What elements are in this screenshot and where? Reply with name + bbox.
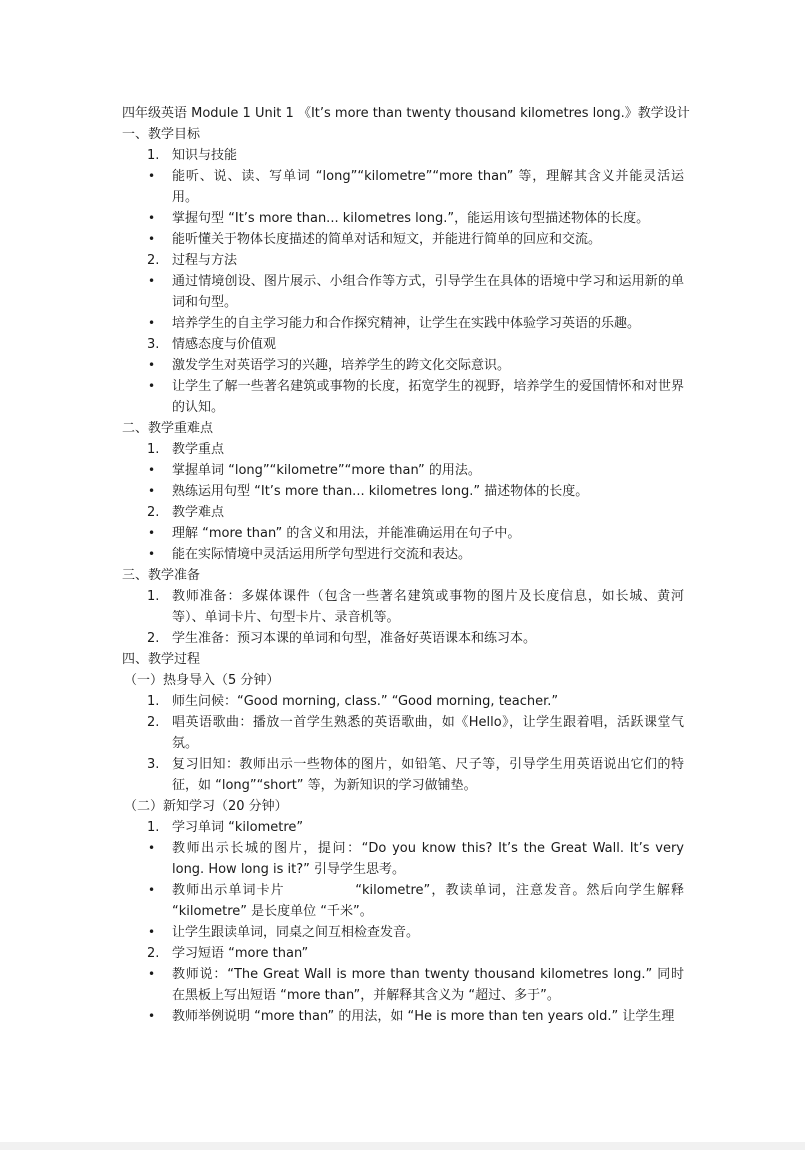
bullet-item (122, 376, 684, 418)
bullet-marker: • (148, 274, 156, 288)
item-text: 培养学生的自主学习能力和合作探究精神，让学生在实践中体验学习英语的乐趣。 (172, 316, 641, 331)
bullet-marker: • (148, 358, 156, 372)
item-text: 教师说：“The Great Wall is more than twenty thousand kilometres long.” 同时在黑板上写出短语 “more than”，并解释其含义为 “超过、多于”。 (172, 967, 684, 1003)
item-text: 教师准备：多媒体课件（包含一些著名建筑或事物的图片及长度信息，如长城、黄河等）、单词卡片、句型卡片、录音机等。 (172, 589, 684, 625)
item-text: 通过情境创设、图片展示、小组合作等方式，引导学生在具体的语境中学习和运用新的单词和句型。 (172, 274, 684, 310)
bullet-marker: • (148, 967, 156, 981)
bullet-item (122, 838, 684, 880)
item-text: 教师出示单词卡片 “kilometre”，教读单词，注意发音。然后向学生解释 “kilometre” 是长度单位 “千米”。 (172, 883, 684, 919)
item-text: 教师举例说明 “more than” 的用法，如 “He is more than ten years old.” 让学生理 (172, 1009, 675, 1024)
bullet-marker: • (148, 883, 156, 897)
item-text: 能在实际情境中灵活运用所学句型进行交流和表达。 (172, 547, 472, 562)
bullet-item (122, 481, 684, 502)
section-heading: 三、教学准备 (122, 568, 201, 583)
item-text: 激发学生对英语学习的兴趣，培养学生的跨文化交际意识。 (172, 358, 511, 373)
item-text: 教师出示长城的图片，提问：“Do you know this? It’s the Great Wall. It’s very long. How long is it?” 引导学生思考。 (172, 841, 684, 877)
item-text: 能听懂关于物体长度描述的简单对话和短文，并能进行简单的回应和交流。 (172, 232, 602, 247)
section-heading: 一、教学目标 (122, 127, 201, 142)
subsection-heading: （一）热身导入（5 分钟） (124, 673, 280, 688)
numbered-item (122, 754, 684, 796)
bullet-marker: • (148, 379, 156, 393)
item-text: 情感态度与价值观 (172, 337, 277, 352)
list-number: 1. (147, 148, 160, 163)
item-text: 师生问候：“Good morning, class.” “Good morning, teacher.” (172, 694, 559, 709)
list-number: 2. (147, 631, 160, 646)
item-text: 熟练运用句型 “It’s more than... kilometres long.” 描述物体的长度。 (172, 484, 589, 499)
numbered-item (122, 439, 684, 460)
item-text: 知识与技能 (172, 148, 238, 163)
bullet-marker: • (148, 169, 156, 183)
item-text: 学习单词 “kilometre” (172, 820, 304, 835)
numbered-item (122, 502, 684, 523)
numbered-item (122, 943, 684, 964)
numbered-item (122, 586, 684, 628)
bullet-marker: • (148, 925, 156, 939)
bullet-marker: • (148, 211, 156, 225)
bullet-item (122, 1006, 684, 1027)
bullet-item (122, 523, 684, 544)
list-number: 2. (147, 946, 160, 961)
item-text: 学生准备：预习本课的单词和句型，准备好英语课本和练习本。 (172, 631, 537, 646)
list-number: 1. (147, 820, 160, 835)
bullet-item (122, 208, 684, 229)
item-text: 复习旧知：教师出示一些物体的图片，如铅笔、尺子等，引导学生用英语说出它们的特征，如 “long”“short” 等，为新知识的学习做铺垫。 (172, 757, 684, 793)
item-text: 过程与方法 (172, 253, 238, 268)
list-number: 1. (147, 589, 160, 604)
numbered-item (122, 712, 684, 754)
numbered-item (122, 628, 684, 649)
item-text: 让学生跟读单词，同桌之间互相检查发音。 (172, 925, 420, 940)
item-text: 让学生了解一些著名建筑或事物的长度，拓宽学生的视野，培养学生的爱国情怀和对世界的认知。 (172, 379, 684, 415)
subsection-heading: （二）新知学习（20 分钟） (124, 799, 288, 814)
section-heading: 四、教学过程 (122, 652, 201, 667)
item-text: 唱英语歌曲：播放一首学生熟悉的英语歌曲，如《Hello》，让学生跟着唱，活跃课堂气氛。 (172, 715, 684, 751)
list-number: 1. (147, 694, 160, 709)
numbered-item (122, 691, 684, 712)
list-number: 2. (147, 253, 160, 268)
bullet-item (122, 271, 684, 313)
section-heading: 二、教学重难点 (122, 421, 214, 436)
bullet-item (122, 964, 684, 1006)
item-text: 能听、说、读、写单词 “long”“kilometre”“more than” 等，理解其含义并能灵活运用。 (172, 169, 684, 205)
bullet-marker: • (148, 526, 156, 540)
list-number: 2. (147, 505, 160, 520)
bullet-marker: • (148, 463, 156, 477)
bullet-item (122, 355, 684, 376)
bullet-item (122, 460, 684, 481)
bullet-marker: • (148, 1009, 156, 1023)
bullet-marker: • (148, 484, 156, 498)
item-text: 学习短语 “more than” (172, 946, 309, 961)
numbered-item (122, 334, 684, 355)
bullet-item (122, 922, 684, 943)
bullet-item (122, 166, 684, 208)
item-text: 教学重点 (172, 442, 225, 457)
document-body (122, 103, 690, 1027)
item-text: 掌握句型 “It’s more than... kilometres long.”，能运用该句型描述物体的长度。 (172, 211, 650, 226)
document-title: 四年级英语 Module 1 Unit 1 《It’s more than twenty thousand kilometres long.》教学设计 (122, 106, 690, 121)
bullet-item (122, 313, 684, 334)
list-number: 3. (147, 337, 160, 352)
numbered-item (122, 145, 684, 166)
bullet-marker: • (148, 547, 156, 561)
bullet-item (122, 880, 684, 922)
list-number: 1. (147, 442, 160, 457)
list-number: 3. (147, 757, 160, 772)
numbered-item (122, 817, 684, 838)
bullet-marker: • (148, 232, 156, 246)
bullet-marker: • (148, 841, 156, 855)
list-number: 2. (147, 715, 160, 730)
numbered-item (122, 250, 684, 271)
bullet-item (122, 229, 684, 250)
item-text: 掌握单词 “long”“kilometre”“more than” 的用法。 (172, 463, 481, 478)
bullet-marker: • (148, 316, 156, 330)
item-text: 理解 “more than” 的含义和用法，并能准确运用在句子中。 (172, 526, 521, 541)
bullet-item (122, 544, 684, 565)
item-text: 教学难点 (172, 505, 225, 520)
